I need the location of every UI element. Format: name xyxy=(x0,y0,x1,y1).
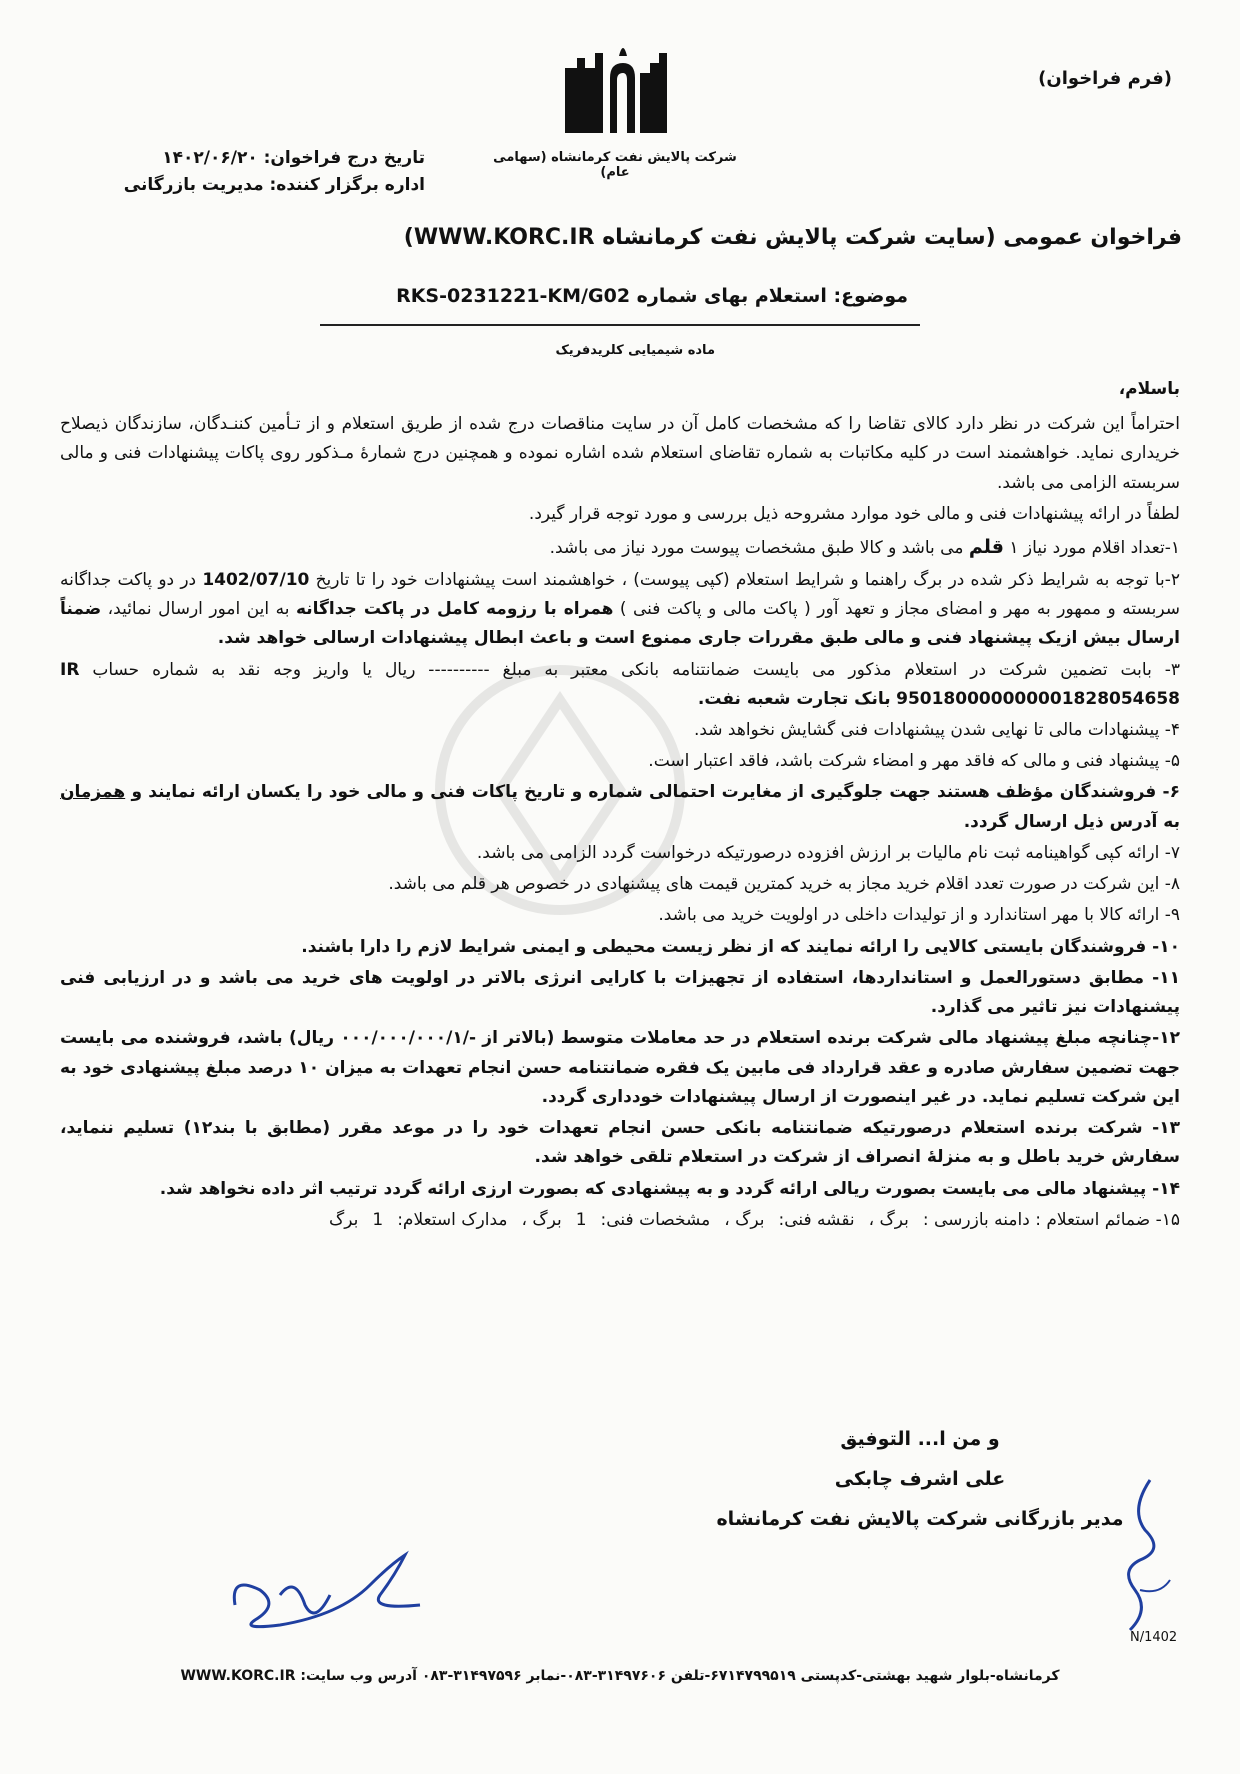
organizer-department: اداره برگزار کننده: مدیریت بازرگانی xyxy=(123,175,425,196)
company-logo xyxy=(555,38,673,138)
item-12: ۱۲-چنانچه مبلغ پیشنهاد مالی شرکت برنده استعلام در حد معاملات متوسط (بالاتر از -/۰۰۰/۰۰۰/۰۰۰/۱ ریال) باشد، فروشنده می بایست جهت تضمین سفارش صادره و عقد قرارداد فی مابین یک فقره ضمانتنامه حسن انجام تعهدات به میزان ۱۰ درصد مبلغ پیشنهادی خود به این شرکت تسلیم نماید. در غیر اینصورت از ارسال پیشنهادات خودداری گردد. xyxy=(60,1028,1180,1107)
document-subject: موضوع: استعلام بهای شماره RKS-0231221-KM/G02 xyxy=(396,285,908,307)
item-6: ۶- فروشندگان مؤظف هستند جهت جلوگیری از مغایرت احتمالی شماره و تاریخ پاکات فنی و مالی خود را یکسان ارائه نمایند و همزمان به آدرس ذیل ارسال گردد. xyxy=(60,782,1181,832)
item-9: ۹- ارائه کالا با مهر استاندارد و از تولیدات داخلی در اولویت خرید می باشد. xyxy=(658,905,1180,926)
signatory-title: مدیر بازرگانی شرکت پالایش نفت کرمانشاه xyxy=(716,1507,1124,1530)
item-5: ۵- پیشنهاد فنی و مالی که فاقد مهر و امضاء شرکت باشد، فاقد اعتبار است. xyxy=(648,751,1180,772)
closing-salutation: و من ا... التوفیق xyxy=(840,1428,1000,1450)
footer-address: کرمانشاه-بلوار شهید بهشتی-کدپستی ۶۷۱۴۷۹۹۵۱۹-تلفن ۳۱۴۹۷۶۰۶-۰۸۳-نمابر ۳۱۴۹۷۵۹۶-۰۸۳ آدرس وب سایت: WWW.KORC.IR xyxy=(180,1668,1060,1684)
item-13: ۱۳- شرکت برنده استعلام درصورتیکه ضمانتنامه بانکی حسن انجام تعهدات خود را در موعد مقرر (مطابق با بند۱۲) تسلیم ننماید، سفارش خرید باطل و به منزلهٔ انصراف از شرکت در استعلام تلقی خواهد شد. xyxy=(60,1118,1180,1168)
item-2: ۲-با توجه به شرایط ذکر شده در برگ راهنما و شرایط استعلام (کپی پیوست) ، خواهشمند است پیشنهادات خود را تا تاریخ 1402/07/10 در دو پاکت جداگانه سربسته و ممهور به مهر و امضای مجاز و تعهد آور ( پاکت مالی و پاکت فنی ) همراه با رزومه کامل در پاکت جداگانه به این امور ارسال نمائید، ضمناً ارسال بیش ازیک پیشنهاد فنی و مالی طبق مقررات جاری ممنوع است و باعث ابطال پیشنهادات ارسالی خواهد شد. xyxy=(60,569,1181,649)
item-10: ۱۰- فروشندگان بایستی کالایی را ارائه نمایند که از نظر زیست محیطی و ایمنی شرایط لازم را دارا باشند. xyxy=(301,936,1180,957)
announcement-meta xyxy=(95,145,425,199)
item-8: ۸- این شرکت در صورت تعدد اقلام خرید مجاز به خرید کمترین قیمت های پیشنهادی در خصوص هر قلم می باشد. xyxy=(388,874,1180,895)
signatory-name: علی اشرف چابکی xyxy=(834,1467,1006,1490)
item-4: ۴- پیشنهادات مالی تا نهایی شدن پیشنهادات فنی گشایش نخواهد شد. xyxy=(693,720,1180,741)
item-3: ۳- بابت تضمین شرکت در استعلام مذکور می بایست ضمانتنامه بانکی معتبر به مبلغ ---------- ریال یا واریز وجه نقد به شماره حساب IR 950180000000001828054658 بانک تجارت شعبه نفت. xyxy=(60,659,1180,709)
document-body xyxy=(60,375,1180,1237)
greeting: باسلام، xyxy=(1118,379,1180,399)
material-name: ماده شیمیایی کلریدفریک xyxy=(555,343,715,358)
deadline-date: 1402/07/10 xyxy=(202,569,310,590)
quantity-unit: قلم xyxy=(968,536,1004,559)
item-15: ۱۵- ضمائم استعلام : دامنه بازرسی : برگ ، نقشه فنی: برگ ، مشخصات فنی: 1 برگ ، مدارک استعلام: 1 برگ xyxy=(329,1209,1180,1230)
closing-block xyxy=(700,1420,1140,1540)
bank-name: بانک تجارت شعبه نفت. xyxy=(697,688,891,709)
item-7: ۷- ارائه کپی گواهینامه ثبت نام مالیات بر ارزش افزوده درصورتیکه درخواست گردد الزامی می باشد. xyxy=(476,842,1180,863)
signature-scribble xyxy=(220,1535,450,1645)
item-14: ۱۴- پیشنهاد مالی می بایست بصورت ریالی ارائه گردد و به پیشنهادی که بصورت ارزی ارائه گردد ترتیب اثر داده نخواهد شد. xyxy=(159,1178,1180,1199)
initials-signature xyxy=(1110,1470,1180,1640)
item-1: ۱-تعداد اقلام مورد نیاز ۱ قلم می باشد و کالا طبق مشخصات پیوست مورد نیاز می باشد. xyxy=(549,536,1180,559)
document-title: فراخوان عمومی (سایت شرکت پالایش نفت کرمانشاه WWW.KORC.IR) xyxy=(403,225,1182,250)
request-line: لطفاً در ارائه پیشنهادات فنی و مالی خود موارد مشروحه ذیل بررسی و مورد توجه قرار گیرد. xyxy=(528,503,1180,524)
subject-underline xyxy=(320,324,920,326)
announcement-date: تاریخ درج فراخوان: ۱۴۰۲/۰۶/۲۰ xyxy=(162,148,425,168)
company-name: شرکت پالایش نفت کرمانشاه (سهامی عام) xyxy=(493,150,737,180)
bank-account-number: IR 950180000000001828054658 xyxy=(60,659,1180,709)
intro-paragraph: احتراماً این شرکت در نظر دارد کالای تقاضا را که مشخصات کامل آن در سایت مناقصات درج شده از طریق استعلام و از تـأمین کننـدگان، سازندگان ذیصلاح خریداری نماید. خواهشمند است در کلیه مکاتبات به شماره تقاضای استعلام شده اشاره نموده و همچنین درج شمارهٔ مـذکور روی پاکات پیشنهادات فنی و مالی سربسته الزامی می باشد. xyxy=(60,414,1180,493)
form-tag: (فرم فراخوان) xyxy=(1038,68,1172,89)
item-11: ۱۱- مطابق دستورالعمل و استانداردها، استفاده از تجهیزات با کارایی انرژی بالاتر در اولویت های خرید می باشد و در ارزیابی فنی پیشنهادات نیز تاثیر می گذارد. xyxy=(60,967,1180,1018)
reference-number: N/1402 xyxy=(1130,1630,1178,1645)
